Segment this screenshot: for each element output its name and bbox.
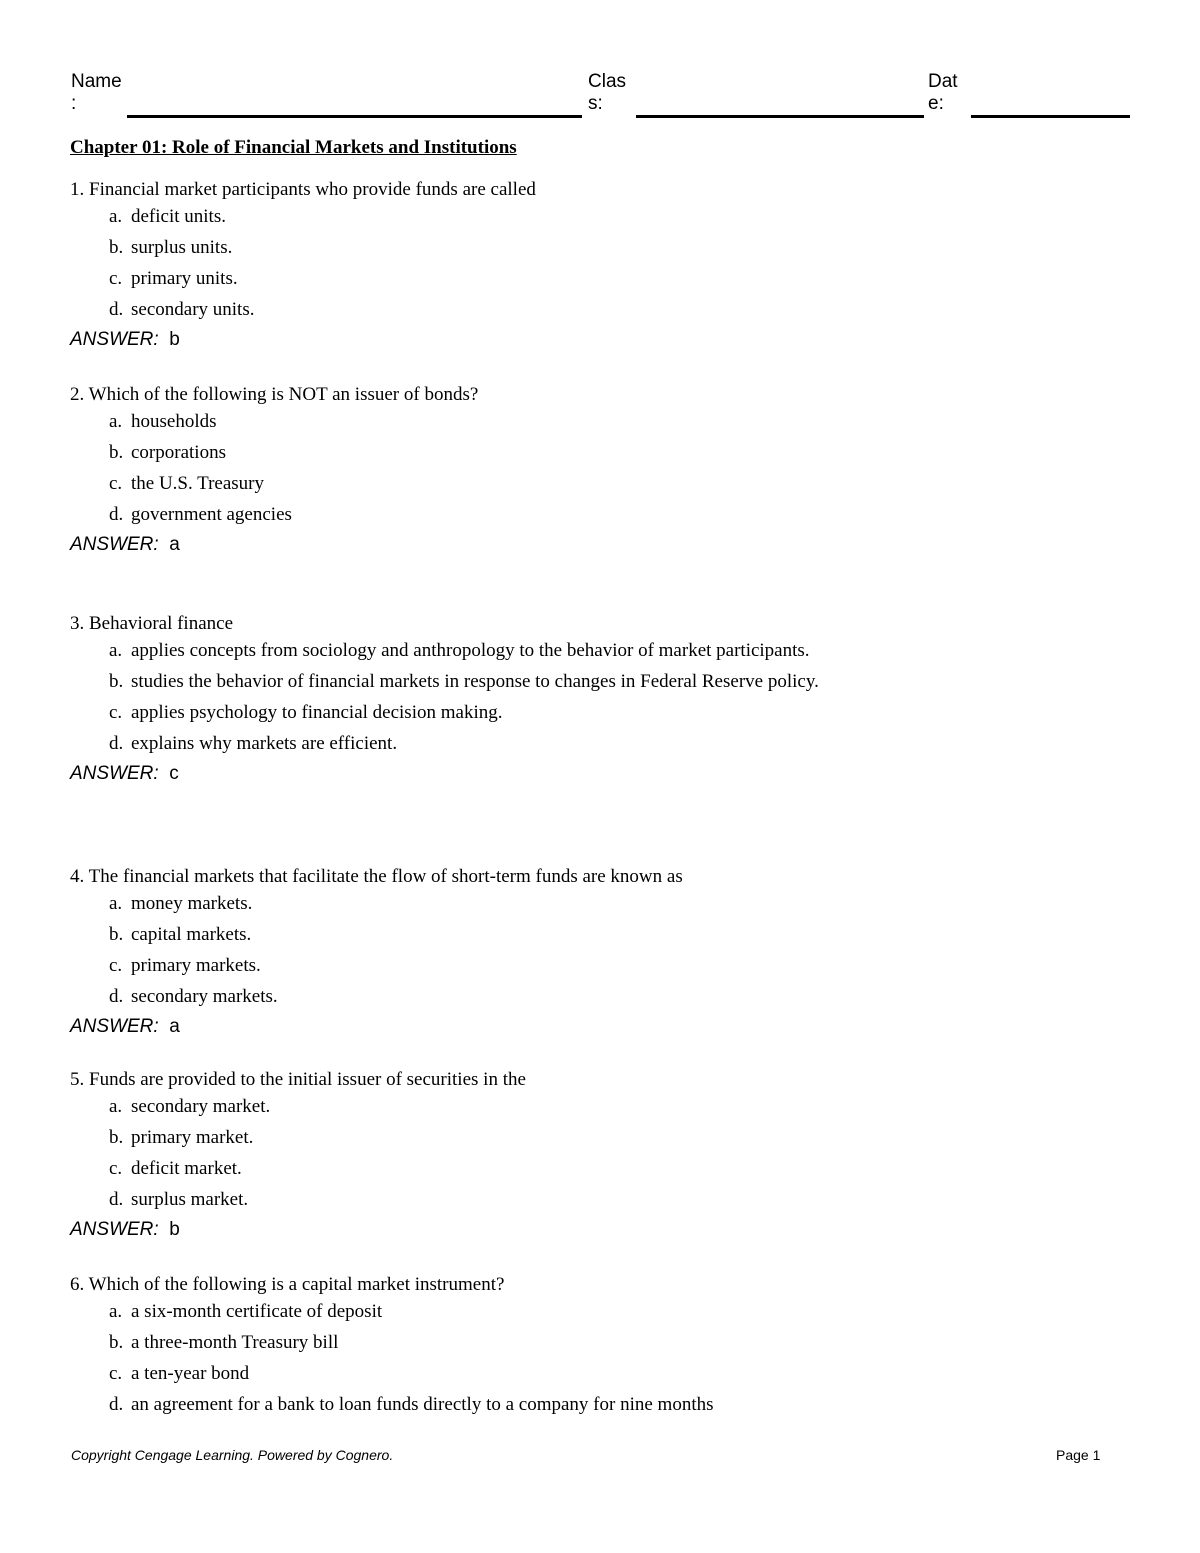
answer-line [70, 1015, 870, 1039]
answer-label: ANSWER: [70, 1219, 159, 1240]
answer-line [70, 533, 870, 557]
choice-text: secondary market. [131, 1096, 271, 1117]
choice-text: government agencies [131, 504, 292, 525]
answer-value: a [169, 1016, 180, 1037]
answer-label: ANSWER: [70, 1016, 159, 1037]
choice-letter: a. [109, 893, 123, 914]
choice-d [70, 1393, 961, 1417]
choice-letter: b. [109, 237, 124, 258]
question-4 [70, 865, 870, 1039]
choice-letter: b. [109, 671, 124, 692]
answer-label: ANSWER: [70, 534, 159, 555]
answer-label: ANSWER: [70, 763, 159, 784]
choice-b [70, 1331, 961, 1355]
choice-b [70, 1126, 861, 1150]
question-3 [70, 612, 870, 786]
choice-text: corporations [131, 442, 226, 463]
choice-d [70, 732, 861, 756]
choice-a [70, 1095, 861, 1119]
choice-b [70, 441, 861, 465]
chapter-title: Chapter 01: Role of Financial Markets and Institutions [70, 137, 517, 158]
choice-a [70, 205, 861, 229]
choice-d [70, 503, 306, 527]
choice-c [70, 954, 861, 978]
choice-text: the U.S. Treasury [131, 473, 265, 494]
copyright-notice: Copyright Cengage Learning. Powered by Cognero. [71, 1447, 394, 1463]
choice-a [70, 639, 861, 663]
choice-c [70, 1362, 961, 1386]
choice-d [70, 985, 861, 1009]
choice-d [70, 298, 861, 322]
question-stem: 2. Which of the following is NOT an issuer of bonds? [70, 384, 479, 405]
class-field[interactable] [636, 115, 924, 118]
question-stem: 3. Behavioral finance [70, 613, 234, 634]
choice-letter: d. [109, 299, 124, 320]
choice-text: a six-month certificate of deposit [131, 1301, 383, 1322]
question-stem: 4. The financial markets that facilitate the flow of short-term funds are known as [70, 866, 683, 887]
name-label: Name : [71, 71, 122, 114]
choice-letter: b. [109, 924, 124, 945]
choice-text: secondary markets. [131, 986, 278, 1007]
page-number: Page 1 [1056, 1447, 1101, 1463]
answer-label: ANSWER: [70, 329, 159, 350]
choice-letter: c. [109, 702, 123, 723]
answer-value: a [169, 534, 180, 555]
choice-letter: d. [109, 504, 124, 525]
answer-value: c [169, 763, 179, 784]
choice-text: applies psychology to financial decision making. [131, 702, 503, 723]
choice-b [70, 923, 861, 947]
question-stem: 5. Funds are provided to the initial issuer of securities in the [70, 1069, 526, 1090]
choice-letter: d. [109, 1394, 124, 1415]
choice-letter: c. [109, 1158, 123, 1179]
choice-text: money markets. [131, 893, 253, 914]
answer-line [70, 762, 870, 786]
choice-letter: a. [109, 1301, 123, 1322]
choice-letter: a. [109, 640, 123, 661]
choice-d [70, 1188, 861, 1212]
choice-letter: c. [109, 955, 123, 976]
choice-letter: c. [109, 473, 123, 494]
choice-text: primary market. [131, 1127, 254, 1148]
choice-text: surplus market. [131, 1189, 249, 1210]
choice-text: a ten-year bond [131, 1363, 250, 1384]
choice-letter: d. [109, 1189, 124, 1210]
choice-a [70, 892, 861, 916]
choice-b [70, 670, 861, 694]
class-label: Clas s: [588, 71, 627, 114]
choice-text: primary units. [131, 268, 238, 289]
choice-c [70, 267, 861, 291]
question-stem: 6. Which of the following is a capital market instrument? [70, 1274, 505, 1295]
choice-letter: a. [109, 411, 123, 432]
choice-c [70, 1157, 861, 1181]
choice-text: capital markets. [131, 924, 252, 945]
choice-a [70, 410, 861, 434]
choice-text: a three-month Treasury bill [131, 1332, 339, 1353]
answer-value: b [169, 329, 180, 350]
question-6 [70, 1273, 970, 1417]
choice-text: households [131, 411, 217, 432]
name-field[interactable] [127, 115, 582, 118]
choice-a [70, 1300, 961, 1324]
choice-text: secondary units. [131, 299, 255, 320]
choice-letter: b. [109, 442, 124, 463]
choice-letter: c. [109, 1363, 123, 1384]
question-5 [70, 1068, 870, 1242]
choice-text: explains why markets are efficient. [131, 733, 398, 754]
choice-letter: d. [109, 733, 124, 754]
choice-letter: d. [109, 986, 124, 1007]
choice-letter: a. [109, 1096, 123, 1117]
answer-value: b [169, 1219, 180, 1240]
choice-text: surplus units. [131, 237, 233, 258]
choice-c [70, 472, 861, 496]
choice-letter: c. [109, 268, 123, 289]
choice-text: studies the behavior of financial markets in response to changes in Federal Reserve policy. [131, 671, 819, 692]
choice-c [70, 701, 861, 725]
choice-text: deficit market. [131, 1158, 242, 1179]
choice-text: applies concepts from sociology and anthropology to the behavior of market participants. [131, 640, 810, 661]
question-stem: 1. Financial market participants who provide funds are called [70, 179, 536, 200]
date-field[interactable] [971, 115, 1130, 118]
choice-letter: a. [109, 206, 123, 227]
question-2 [70, 383, 870, 557]
date-label: Dat e: [928, 71, 958, 114]
choice-letter: b. [109, 1332, 124, 1353]
choice-text: primary markets. [131, 955, 261, 976]
choice-letter: b. [109, 1127, 124, 1148]
answer-line [70, 328, 870, 352]
choice-b [70, 236, 861, 260]
choice-text: an agreement for a bank to loan funds directly to a company for nine months [131, 1394, 714, 1415]
answer-line [70, 1218, 870, 1242]
choice-text: deficit units. [131, 206, 226, 227]
question-1 [70, 178, 870, 352]
